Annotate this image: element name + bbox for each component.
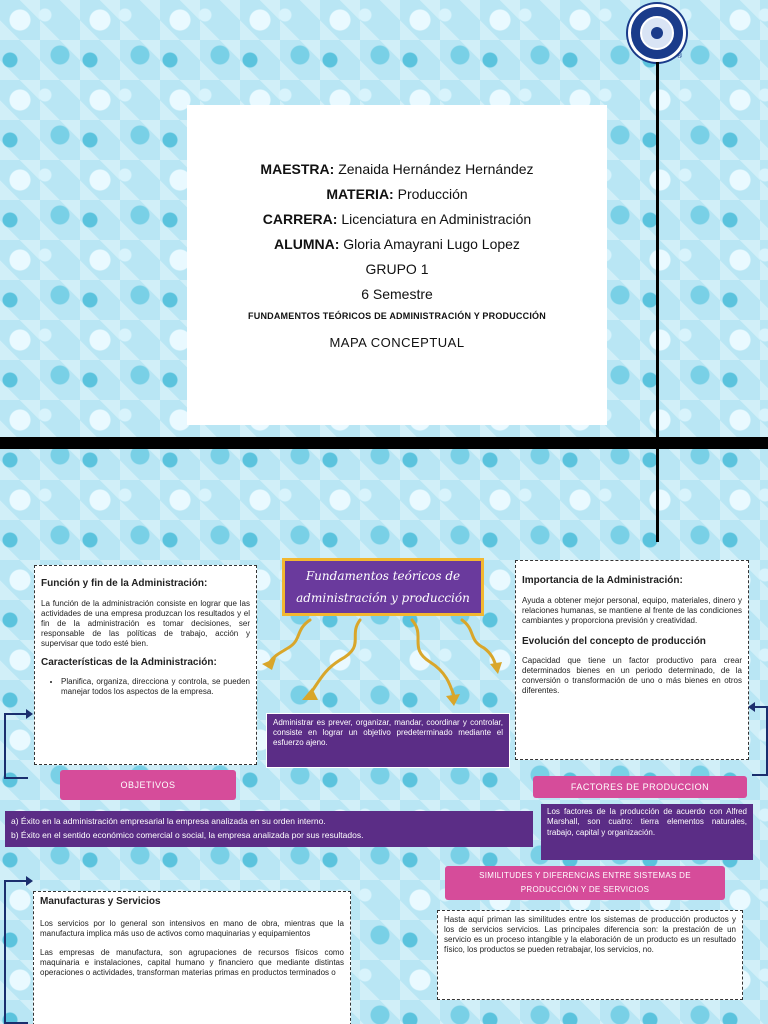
importancia-text: Ayuda a obtener mejor personal, equipo, materiales, dinero y relaciones humanas, se mantiene al frente de las condiciones cambiantes y proporciona previsión y creatividad. [522,595,742,625]
arrow-mid-left [310,620,360,694]
manufacturas-p2: Las empresas de manufactura, son agrupaciones de recursos físicos como maquinaria e instalaciones, capital humano y financiero que mediante distintas operaciones o actividades, transforman materias primas en productos terminados o [40,947,344,977]
evolucion-text: Capacidad que tiene un factor productivo para crear determinados bienes en un periodo determinado, de la conversión o transformación de uno o más bienes en otros diferentes. [522,656,742,695]
importancia-evolucion-box [515,560,749,760]
funcion-heading: Función y fin de la Administración: [41,578,208,589]
funcion-text: La función de la administración consiste en lograr que las actividades de una empresa produzcan los resultados y el fin de la administración es tomar decisiones, ser responsable de las políticas de trabajo, acción y supervisar que todo esté bien. [41,598,250,648]
arrowhead-left [262,658,276,670]
arrowhead-left-top-icon [26,709,33,719]
manufacturas-heading: Manufacturas y Servicios [40,896,161,907]
cover-card [187,105,607,425]
objetivos-list [5,811,533,847]
arrowhead-right [490,662,502,674]
factores-label: FACTORES DE PRODUCCION [533,776,747,798]
caracteristicas-item: • Planifica, organiza, direcciona y controla, se pueden manejar todos los aspectos de la empresa. [61,677,250,697]
importancia-heading: Importancia de la Administración: [522,575,683,586]
objetivo-a: a) Éxito en la administración empresarial la empresa analizada en su orden interno. [11,816,326,826]
manufacturas-box [33,891,351,1024]
arrow-mid-right [412,620,454,696]
similitudes-text: Hasta aquí priman las similitudes entre los sistemas de producción productos y los de servicios servicios. Las principales diferencia son: la prestación de un servicio es un proceso intangible y la elaboración de un producto es un resultado físico, los productos se pueden retrabajar, los servicios, no. [444,915,736,954]
maestra-line: MAESTRA: Zenaida Hernández Hernández [260,161,534,177]
arrow-right [462,620,496,666]
topic-title: FUNDAMENTOS TEÓRICOS DE ADMINISTRACIÓN Y PRODUCCIÓN [248,311,546,321]
registered-mark: ® [676,52,683,60]
connector-arrows [240,612,540,712]
similitudes-label [445,866,725,900]
definition-box: Administrar es prever, organizar, mandar, coordinar y controlar, consiste en lograr un objetivo predeterminado mediante el esfuerzo ajeno. [266,713,510,768]
vertical-divider [656,62,659,542]
alumna-line: ALUMNA: Gloria Amayrani Lugo Lopez [274,236,520,252]
objetivo-b: b) Éxito en el sentido económico comercial o social, la empresa analizada por sus resultados. [11,830,364,840]
bracket-left-bottom [4,880,28,1024]
arrowhead-left-bottom-icon [26,876,33,886]
section-divider [0,437,768,449]
caracteristicas-list [41,677,250,697]
factores-box: Los factores de la producción de acuerdo con Alfred Marshall, son cuatro: tierra elementos naturales, trabajo, capital y organización. [541,804,753,860]
arrowhead-mid-right [446,694,460,706]
similitudes-label-line2: PRODUCCIÓN Y DE SERVICIOS [520,885,650,894]
objetivos-label: OBJETIVOS [60,770,236,800]
arrowhead-mid-left [302,688,318,700]
document-type: MAPA CONCEPTUAL [329,335,465,350]
arrowhead-right-icon [748,702,755,712]
semestre-line: 6 Semestre [361,286,433,302]
arrow-left [270,620,310,662]
bracket-right [752,706,768,776]
grupo-line: GRUPO 1 [365,261,429,277]
map-title-banner: Fundamentos teóricos de administración y producción [282,558,484,616]
bracket-left-top [4,713,28,779]
similitudes-label-line1: SIMILITUDES Y DIFERENCIAS ENTRE SISTEMAS DE [479,871,691,880]
caracteristicas-heading: Características de la Administración: [41,656,217,668]
carrera-line: CARRERA: Licenciatura en Administración [262,211,532,227]
funcion-caracteristicas-box [34,565,257,765]
manufacturas-p1: Los servicios por lo general son intensivos en mano de obra, mientras que la manufactura implica más uso de activos como maquinarias y equipamientos [40,918,344,938]
materia-line: MATERIA: Producción [326,186,468,202]
evolucion-heading: Evolución del concepto de producción [522,635,706,647]
similitudes-box [437,910,743,1000]
